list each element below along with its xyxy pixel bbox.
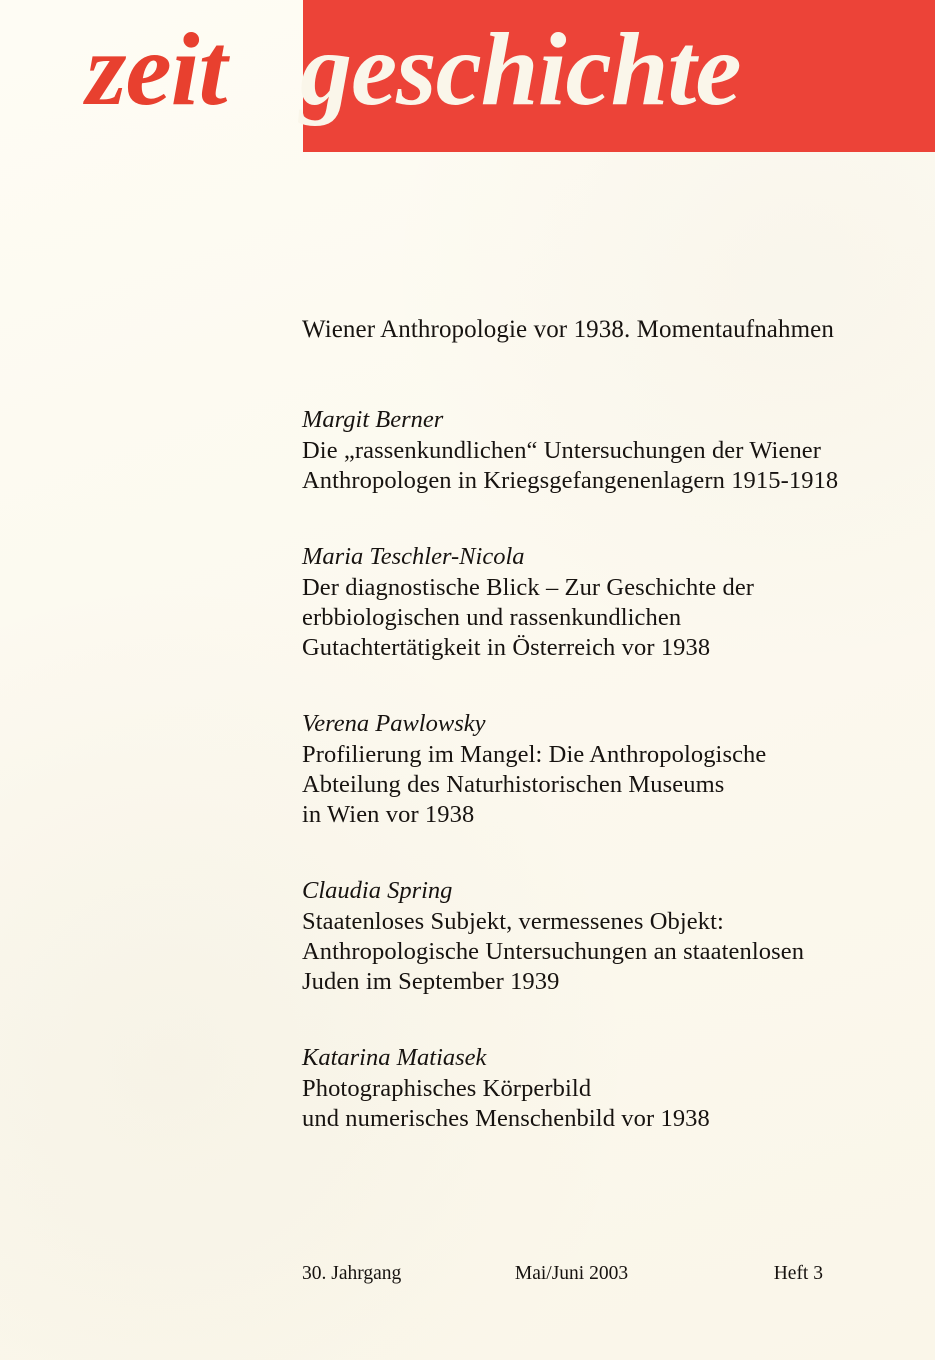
toc-title-line: Staatenloses Subjekt, vermessenes Objekt:	[302, 908, 724, 935]
toc-entry	[302, 542, 902, 663]
footer-issue-number: Heft 3	[773, 1263, 823, 1284]
masthead-word-zeit: zeit	[86, 12, 227, 127]
issue-theme-heading: Wiener Anthropologie vor 1938. Momentaufnahmen	[302, 316, 834, 343]
toc-title-line: erbbiologischen und rassenkundlichen	[302, 604, 682, 631]
toc-title	[302, 740, 902, 830]
table-of-contents	[302, 313, 902, 1134]
toc-title	[302, 907, 902, 997]
masthead	[0, 0, 935, 200]
toc-title-line: Anthropologische Untersuchungen an staatenlosen	[302, 938, 805, 965]
toc-author: Verena Pawlowsky	[302, 710, 486, 737]
toc-author: Claudia Spring	[302, 877, 453, 904]
toc-title-line: Gutachtertätigkeit in Österreich vor 1938	[302, 634, 711, 661]
footer-volume: 30. Jahrgang	[302, 1263, 402, 1284]
toc-title-line: Juden im September 1939	[302, 968, 560, 995]
toc-entry	[302, 405, 902, 496]
toc-title-line: Profilierung im Mangel: Die Anthropologische	[302, 741, 767, 768]
toc-entry	[302, 709, 902, 830]
toc-author: Maria Teschler-Nicola	[302, 543, 525, 570]
masthead-word-geschichte: geschichte	[300, 12, 741, 127]
toc-title	[302, 573, 902, 663]
toc-entry	[302, 876, 902, 997]
toc-entry	[302, 1043, 902, 1134]
toc-author: Katarina Matiasek	[302, 1044, 487, 1071]
toc-title-line: und numerisches Menschenbild vor 1938	[302, 1105, 710, 1132]
toc-title-line: in Wien vor 1938	[302, 801, 475, 828]
toc-title	[302, 436, 902, 496]
toc-title-line: Abteilung des Naturhistorischen Museums	[302, 771, 725, 798]
toc-title-line: Der diagnostische Blick – Zur Geschichte der	[302, 574, 755, 601]
cover-footer	[302, 1261, 823, 1287]
toc-title	[302, 1074, 902, 1134]
toc-title-line: Photographisches Körperbild	[302, 1075, 592, 1102]
toc-author: Margit Berner	[302, 406, 444, 433]
footer-date: Mai/Juni 2003	[514, 1263, 629, 1284]
toc-title-line: Anthropologen in Kriegsgefangenenlagern 1915-1918	[302, 467, 839, 494]
toc-title-line: Die „rassenkundlichen“ Untersuchungen der Wiener	[302, 437, 822, 464]
